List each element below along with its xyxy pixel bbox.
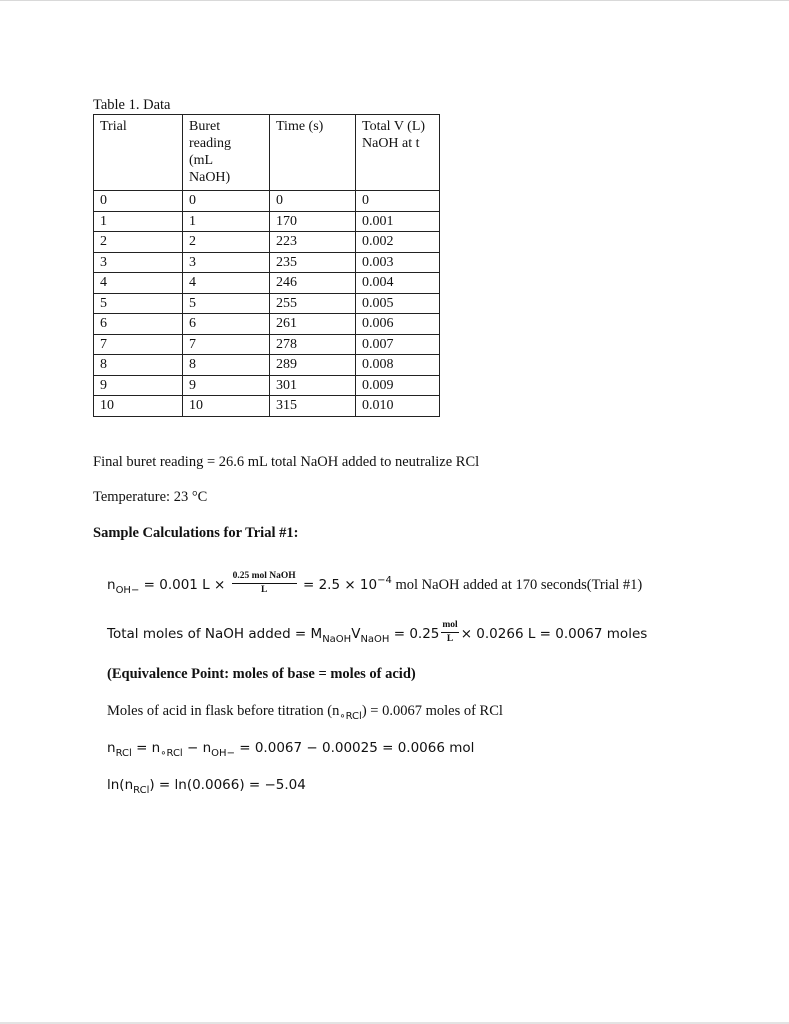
table-cell: 0.004 [356,273,440,294]
table-row [94,314,440,335]
header-line: Time (s) [276,119,324,134]
data-table [93,114,440,417]
calc4-tail: = 0.0067 − 0.00025 = 0.0066 mol [234,740,475,756]
table-cell: 0 [270,191,356,212]
table-cell: 1 [94,211,183,232]
calc2-eq: = 0.25 [389,625,440,642]
table-row [94,334,440,355]
table-row [94,355,440,376]
table-cell: 3 [183,252,270,273]
calc2-sub1: NaOH [322,633,352,645]
table-cell: 0.008 [356,355,440,376]
table-cell: 246 [270,273,356,294]
calc1-tail: mol NaOH added at 170 seconds(Trial #1) [391,576,643,593]
table-cell: 6 [94,314,183,335]
calc5-prefix: ln(n [107,777,134,793]
header-time [270,115,356,191]
table-cell: 170 [270,211,356,232]
table-cell: 2 [94,232,183,253]
table-cell: 4 [94,273,183,294]
calc4-mid1: = n [131,740,161,756]
table-cell: 10 [183,396,270,417]
table-cell: 9 [183,375,270,396]
header-line: Total V (L) [362,119,426,134]
table-cell: 301 [270,375,356,396]
table-row [94,211,440,232]
equivalence-point-note: (Equivalence Point: moles of base = moles of acid) [107,666,416,682]
calc2-frac-num: mol [441,620,458,633]
table-body [94,191,440,417]
calc1-eq1: = 0.001 L × [139,576,230,593]
calc2-mid: V [351,625,361,642]
calc-moles-oh [107,573,642,598]
header-buret-reading [183,115,270,191]
calc2-sub2: NaOH [360,633,390,645]
table-cell: 0 [183,191,270,212]
calc4-mid2: − n [182,740,212,756]
calc1-eq2: = 2.5 × 10 [298,576,378,593]
table-cell: 315 [270,396,356,417]
calc-ln-rcl [107,777,306,794]
header-line: (mL [189,153,214,168]
page-top-border [0,0,789,1]
calc4-sub1: RCl [115,748,132,759]
table-cell: 255 [270,293,356,314]
calc1-lhs-sub: OH− [115,584,140,596]
table-row [94,252,440,273]
table-cell: 0.001 [356,211,440,232]
table-cell: 8 [183,355,270,376]
table-cell: 0 [94,191,183,212]
table-header-row [94,115,440,191]
sample-calculations-heading: Sample Calculations for Trial #1: [93,525,299,541]
calc4-sub3: OH− [211,748,235,759]
calc5-sub: RCl [133,785,150,796]
calc5-tail: ) = ln(0.0066) = −5.04 [149,777,306,793]
table-cell: 0.002 [356,232,440,253]
calc2-frac-den: L [446,634,454,644]
table-row [94,293,440,314]
calc-rcl-remaining [107,740,474,757]
table-row [94,191,440,212]
calc-total-moles [107,622,647,647]
calc3-tail: ) = 0.0067 moles of RCl [361,703,503,719]
table-cell: 278 [270,334,356,355]
table-cell: 5 [183,293,270,314]
table-cell: 4 [183,273,270,294]
table-cell: 0.009 [356,375,440,396]
table-cell: 0.006 [356,314,440,335]
table-row [94,375,440,396]
table-caption: Table 1. Data [93,97,171,113]
table-cell: 8 [94,355,183,376]
header-line: NaOH at t [362,136,420,151]
calc-acid-initial [107,703,503,720]
table-cell: 7 [94,334,183,355]
table-cell: 9 [94,375,183,396]
calc2-prefix: Total moles of NaOH added = M [107,625,323,642]
table-cell: 7 [183,334,270,355]
table-cell: 3 [94,252,183,273]
table-cell: 261 [270,314,356,335]
table-cell: 0.003 [356,252,440,273]
calc2-fraction [441,620,458,645]
calc3-prefix: Moles of acid in flask before titration (n [107,703,340,719]
calc4-sub2: ∘RCl [160,748,183,759]
temperature: Temperature: 23 °C [93,489,208,505]
calc1-frac-den: L [260,585,268,595]
table-cell: 223 [270,232,356,253]
table-cell: 235 [270,252,356,273]
calc1-lhs: n [107,576,116,593]
calc3-sub: ∘RCl [339,711,362,722]
header-line: NaOH) [189,170,231,185]
header-line: Trial [100,119,127,134]
table-cell: 0 [356,191,440,212]
final-buret-reading: Final buret reading = 26.6 mL total NaOH added to neutralize RCl [93,454,480,470]
table-cell: 0.007 [356,334,440,355]
table-cell: 0.010 [356,396,440,417]
table-cell: 10 [94,396,183,417]
table-row [94,232,440,253]
calc2-tail: × 0.0266 L = 0.0067 moles [460,625,648,642]
table-row [94,273,440,294]
calc1-fraction [232,571,297,596]
calc1-frac-num: 0.25 mol NaOH [232,571,297,584]
table-cell: 0.005 [356,293,440,314]
table-cell: 1 [183,211,270,232]
table-cell: 6 [183,314,270,335]
table-row [94,396,440,417]
header-trial [94,115,183,191]
calc1-exponent: −4 [377,574,392,586]
calc4-n1: n [107,740,116,756]
table-cell: 2 [183,232,270,253]
header-total-volume [356,115,440,191]
table-cell: 289 [270,355,356,376]
table-cell: 5 [94,293,183,314]
header-line: reading [189,136,231,151]
header-line: Buret [189,119,221,134]
